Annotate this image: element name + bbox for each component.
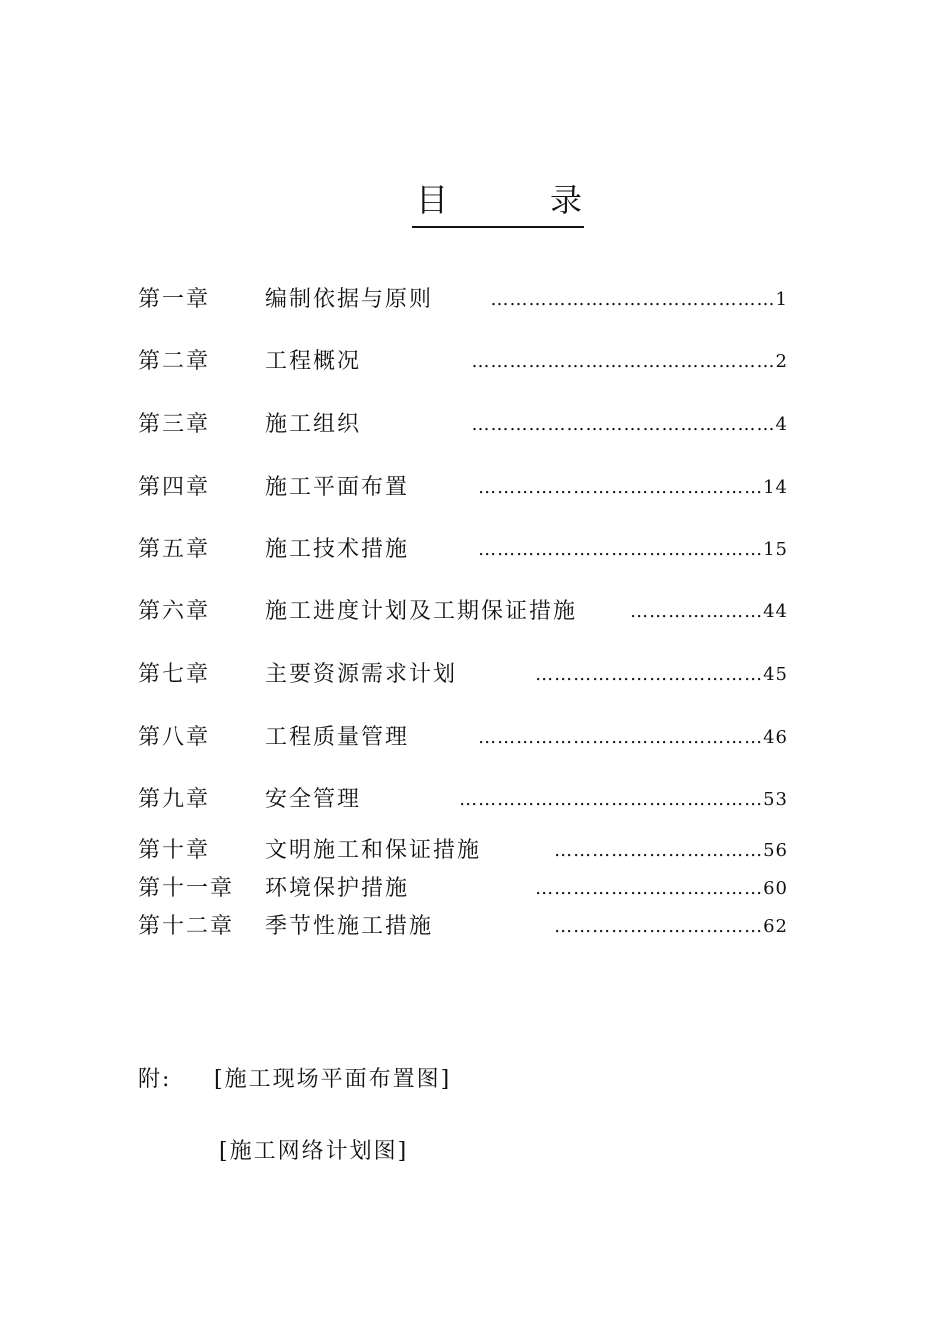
toc-title: 文明施工和保证措施 [265, 838, 482, 863]
toc-leader-and-page: ………………………………………1 [490, 289, 788, 310]
toc-title: 季节性施工措施 [265, 914, 434, 939]
page-title [412, 178, 584, 228]
toc-title: 安全管理 [265, 787, 362, 812]
toc-leader-and-page: …………………44 [630, 601, 788, 622]
toc-page-number: 14 [763, 477, 788, 498]
toc-title: 环境保护措施 [265, 876, 410, 901]
toc-leader-and-page: …………………………………………2 [471, 351, 788, 372]
toc-entry[interactable] [138, 470, 788, 506]
toc-chapter: 第二章 [138, 349, 211, 374]
toc-entry[interactable] [138, 871, 788, 907]
toc-entry[interactable] [138, 532, 788, 568]
toc-leader-and-page: ………………………………60 [535, 878, 788, 899]
title-char-2: 录 [549, 181, 582, 219]
toc-page-number: 15 [763, 539, 788, 560]
toc-chapter: 第十二章 [138, 914, 235, 939]
toc-title: 工程概况 [265, 349, 362, 374]
toc-page-number: 1 [775, 289, 788, 310]
toc-chapter: 第八章 [138, 725, 211, 750]
toc-page-number: 53 [763, 789, 788, 810]
toc-entry[interactable] [138, 782, 788, 818]
toc-page-number: 60 [763, 878, 788, 899]
toc-chapter: 第十章 [138, 838, 211, 863]
toc-page-number: 56 [763, 840, 788, 861]
toc-chapter: 第五章 [138, 537, 211, 562]
toc-page-number: 46 [763, 727, 788, 748]
toc-entry[interactable] [138, 407, 788, 443]
title-char-1: 目 [416, 181, 449, 219]
toc-leader-and-page: ………………………………………46 [478, 727, 788, 748]
toc-leader-and-page: ………………………………45 [535, 664, 788, 685]
toc-title: 编制依据与原则 [265, 287, 434, 312]
toc-title: 施工组织 [265, 412, 362, 437]
toc-title: 工程质量管理 [265, 725, 410, 750]
toc-entry[interactable] [138, 720, 788, 756]
toc-page-number: 62 [763, 916, 788, 937]
toc-entry[interactable] [138, 657, 788, 693]
toc-chapter: 第六章 [138, 599, 211, 624]
toc-chapter: 第九章 [138, 787, 211, 812]
toc-chapter: 第十一章 [138, 876, 235, 901]
appendix-item[interactable]: [施工网络计划图] [219, 1139, 409, 1164]
appendix-label: 附: [138, 1067, 172, 1092]
toc-page-number: 44 [763, 601, 788, 622]
toc-leader-and-page: ………………………………………14 [478, 477, 788, 498]
toc-title: 施工进度计划及工期保证措施 [265, 599, 578, 624]
toc-page-number: 45 [763, 664, 788, 685]
toc-page-number: 2 [775, 351, 788, 372]
toc-entry[interactable] [138, 282, 788, 318]
toc-chapter: 第一章 [138, 287, 211, 312]
toc-entry[interactable] [138, 344, 788, 380]
toc-title: 主要资源需求计划 [265, 662, 458, 687]
toc-chapter: 第三章 [138, 412, 211, 437]
toc-leader-and-page: ………………………………………15 [478, 539, 788, 560]
appendix-item[interactable]: [施工现场平面布置图] [214, 1067, 452, 1092]
toc-entry[interactable] [138, 909, 788, 945]
toc-chapter: 第四章 [138, 475, 211, 500]
toc-title: 施工技术措施 [265, 537, 410, 562]
toc-chapter: 第七章 [138, 662, 211, 687]
toc-page-number: 4 [775, 414, 788, 435]
toc-entry[interactable] [138, 594, 788, 630]
toc-title: 施工平面布置 [265, 475, 410, 500]
toc-leader-and-page: ……………………………62 [554, 916, 788, 937]
toc-leader-and-page: …………………………………………4 [471, 414, 788, 435]
toc-entry[interactable] [138, 833, 788, 869]
toc-leader-and-page: ……………………………56 [554, 840, 788, 861]
toc-leader-and-page: …………………………………………53 [459, 789, 788, 810]
